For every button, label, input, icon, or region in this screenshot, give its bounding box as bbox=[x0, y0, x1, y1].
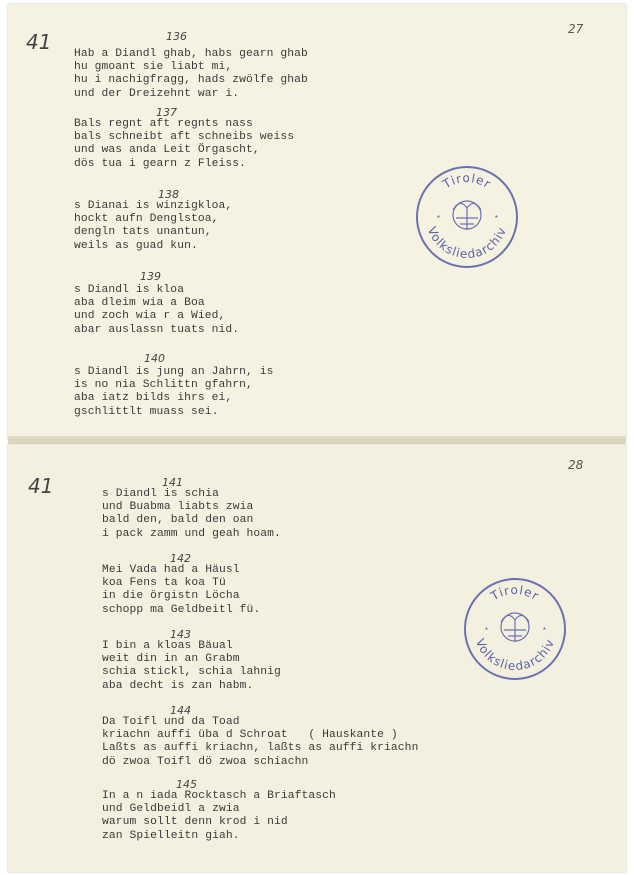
verse-137 bbox=[74, 118, 294, 171]
verse-number: 136 bbox=[166, 30, 187, 43]
svg-text:*: * bbox=[436, 215, 441, 224]
verse-line: Mei Vada had a Häusl bbox=[102, 564, 240, 576]
verse-line: dös tua i gearn z Fleiss. bbox=[74, 157, 246, 170]
stamp-top-text: Tiroler bbox=[440, 170, 494, 192]
verse-line: bals schneibt aft schneibs weiss bbox=[74, 131, 295, 144]
verse-line: dö zwoa Toifl dö zwoa schiachn bbox=[102, 755, 309, 768]
svg-text:*: * bbox=[494, 215, 499, 224]
verse-line: Da Toifl und da Toad bbox=[102, 716, 240, 728]
verse-line: weit din in an Grabm bbox=[102, 653, 240, 666]
archive-number-bottom: 41 bbox=[28, 474, 54, 498]
verse-line: hockt aufn Denglstoa, bbox=[74, 213, 219, 226]
verse-line: kriachn auffi üba d Schroat ( Hauskante ) bbox=[102, 729, 398, 742]
archive-number-top: 41 bbox=[26, 30, 52, 54]
svg-text:Volksliedarchiv bbox=[425, 225, 509, 261]
verse-line: und Geldbeidl a zwia bbox=[102, 803, 240, 816]
verse-line: koa Fens ta koa Tü bbox=[102, 577, 226, 590]
verse-144 bbox=[102, 716, 418, 769]
verse-line: und was anda Leit Örgascht, bbox=[74, 144, 260, 157]
verse-line: s Diandl is kloa bbox=[74, 284, 185, 296]
verse-line: s Dianai is winzigkloa, bbox=[74, 200, 233, 212]
verse-line: hu gmoant sie liabt mi, bbox=[74, 61, 233, 74]
verse-number: 143 bbox=[170, 628, 191, 641]
verse-145 bbox=[102, 790, 336, 843]
verse-142 bbox=[102, 564, 260, 617]
verse-number: 139 bbox=[140, 270, 161, 283]
verse-number: 142 bbox=[170, 552, 191, 565]
svg-text:Tiroler bbox=[487, 583, 541, 604]
verse-line: dengln tats unantun, bbox=[74, 226, 212, 239]
verse-line: In a n iada Rocktasch a Briaftasch bbox=[102, 790, 336, 802]
verse-number: 145 bbox=[176, 778, 197, 791]
svg-text:Tiroler bbox=[439, 171, 493, 192]
verse-line: aba decht is zan habm. bbox=[102, 679, 254, 692]
eagle-emblem-icon bbox=[453, 201, 481, 230]
svg-text:*: * bbox=[542, 627, 547, 636]
verse-line: is no nia Schlittn gfahrn, bbox=[74, 379, 253, 392]
stamp-top-text: Tiroler bbox=[488, 582, 542, 604]
verse-number: 144 bbox=[170, 704, 191, 717]
verse-line: schopp ma Geldbeitl fü. bbox=[102, 603, 261, 616]
verse-138 bbox=[74, 200, 232, 253]
verse-number: 138 bbox=[158, 188, 179, 201]
verse-line: aba dleim wia a Boa bbox=[74, 297, 205, 310]
page-number-bottom: 28 bbox=[568, 458, 584, 472]
verse-141 bbox=[102, 488, 281, 541]
verse-line: warum sollt denn krod i nid bbox=[102, 816, 288, 829]
verse-line: aba iatz bilds ihrs ei, bbox=[74, 392, 233, 405]
verse-number: 141 bbox=[162, 476, 183, 489]
verse-line: in die örgistn Löcha bbox=[102, 590, 240, 603]
verse-line: s Diandl is schia bbox=[102, 488, 219, 500]
document-page-top bbox=[8, 4, 626, 440]
document-page-bottom bbox=[8, 444, 626, 872]
verse-number: 140 bbox=[144, 352, 165, 365]
verse-line: und der Dreizehnt war i. bbox=[74, 87, 240, 100]
verse-line: abar auslassn tuats nid. bbox=[74, 323, 240, 336]
verse-143 bbox=[102, 640, 281, 693]
verse-line: i pack zamm und geah hoam. bbox=[102, 527, 281, 540]
archive-stamp bbox=[464, 578, 566, 680]
verse-line: I bin a kloas Bäual bbox=[102, 640, 233, 652]
archive-stamp bbox=[416, 166, 518, 268]
eagle-emblem-icon bbox=[501, 613, 529, 642]
verse-number: 137 bbox=[156, 106, 177, 119]
verse-line: zan Spielleitn giah. bbox=[102, 829, 240, 842]
stamp-bottom-text: Volksliedarchiv bbox=[424, 224, 510, 262]
stamp-bottom-text: Volksliedarchiv bbox=[472, 636, 558, 674]
verse-line: und zoch wia r a Wied, bbox=[74, 310, 226, 323]
verse-136 bbox=[74, 48, 308, 101]
verse-139 bbox=[74, 284, 239, 337]
verse-line: gschlittlt muass sei. bbox=[74, 405, 219, 418]
verse-140 bbox=[74, 366, 274, 419]
verse-line: Bals regnt aft regnts nass bbox=[74, 118, 253, 130]
verse-line: hu i nachigfragg, hads zwölfe ghab bbox=[74, 74, 308, 87]
verse-line: Hab a Diandl ghab, habs gearn ghab bbox=[74, 48, 308, 60]
svg-text:*: * bbox=[484, 627, 489, 636]
verse-line: Laßts as auffi kriachn, laßts as auffi kriachn bbox=[102, 742, 419, 755]
verse-line: s Diandl is jung an Jahrn, is bbox=[74, 366, 274, 378]
svg-text:Volksliedarchiv bbox=[473, 637, 557, 673]
page-number-top: 27 bbox=[568, 22, 584, 36]
verse-line: und Buabma liabts zwia bbox=[102, 501, 254, 514]
verse-line: schia stickl, schia lahnig bbox=[102, 666, 281, 679]
verse-line: weils as guad kun. bbox=[74, 239, 198, 252]
verse-line: bald den, bald den oan bbox=[102, 514, 254, 527]
